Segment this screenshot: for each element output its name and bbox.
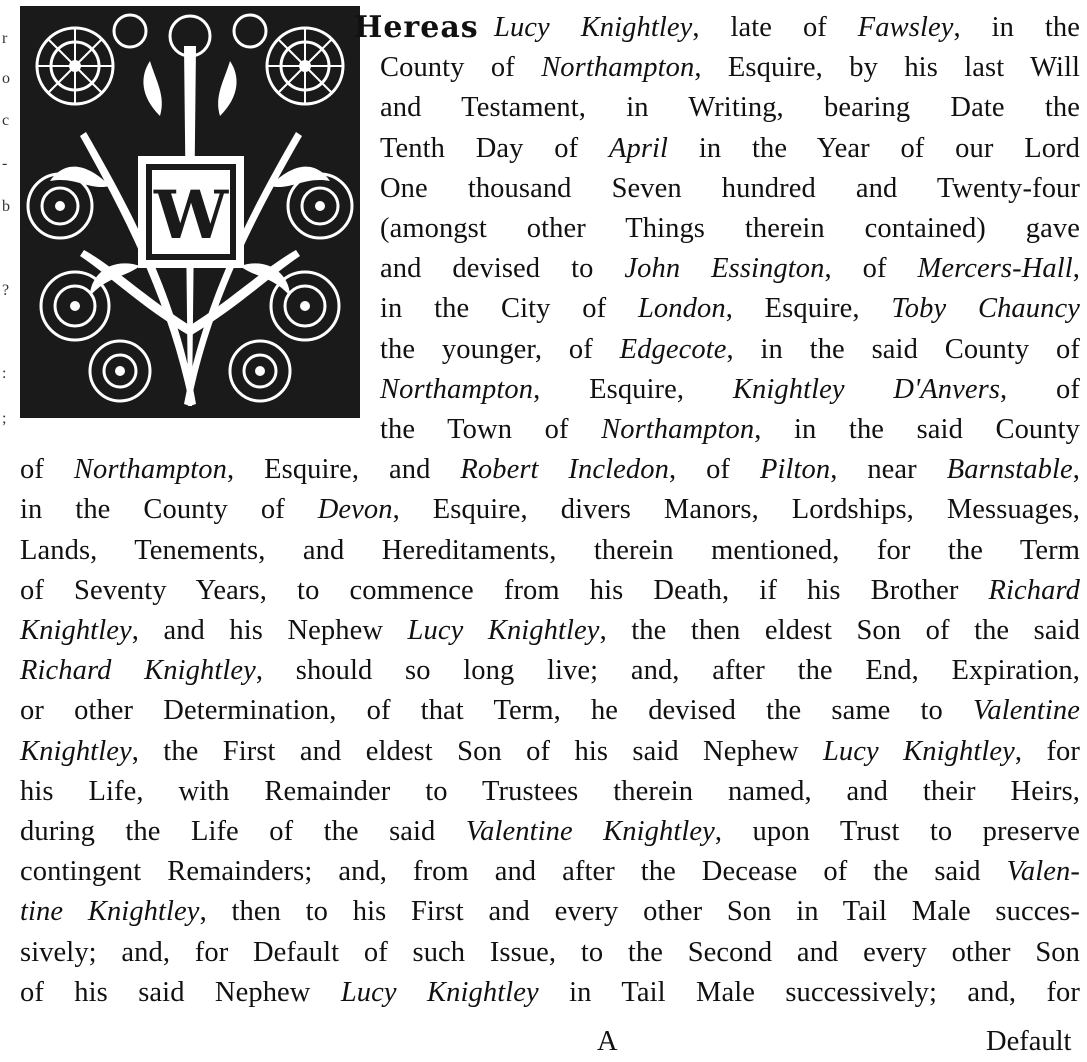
text-run: , Esquire,: [725, 293, 892, 325]
text-run: Lucy Knightley: [494, 12, 693, 43]
text-run: tine Knightley: [20, 896, 200, 928]
text-run: , upon Trust to preserve: [714, 816, 1080, 847]
signature-mark: A: [597, 1026, 618, 1057]
text-run: Mercers-Hall: [917, 253, 1073, 285]
text-run: Knightley: [20, 735, 132, 767]
text-run: ,: [1072, 253, 1080, 285]
text-run: April: [608, 132, 669, 164]
text-run: Lucy Knightley: [407, 615, 600, 646]
text-line: [380, 289, 1080, 329]
text-line: [20, 892, 1080, 932]
text-line: [380, 410, 1080, 450]
woodcut-initial-ornament: [20, 6, 360, 418]
text-line: [20, 651, 1080, 691]
text-line: [20, 812, 1080, 852]
text-run: One thousand Seven hundred and Twenty-four: [380, 172, 1080, 204]
text-line: [380, 330, 1080, 370]
text-run: (amongst other Things therein contained) gave: [380, 213, 1080, 244]
text-run: in the City of: [380, 293, 638, 325]
document-page: r o c - b ? : ; W Hereas Lucy Knightley, late of Fawsley, in the County of Northampton, Esquire, by his last Will and Testament, in Writing, bearing Date the Tenth Day of April in the Year of our Lord One thousand Seven hundred and Twenty-four (amongst other Things therein contained) gave and devised to John Essington, of Mercers-Hall, in the City of London, Esquire, Toby Chauncy the younger, of Edgecote, in the said County of Northampton, Esquire, Knightley D'Anvers, of the Town of Northampton, in the said County of Northampton, Esquire, and Robert Incledon, of Pilton, near Barnstable, in the County of Devon, Esquire, divers Manors, Lordships, Messuages, Lands, Tenements, and Hereditaments, therein mentioned, for the Term of Seventy Years, to commence from his Death, if his Brother Richard Knightley, and his Nephew Lucy Knightley, the then eldest Son of the said Richard Knightley, should so long live; and, after the End, Expiration, or other Determination, of that Term, he devised the same to Valentine Knightley, the First and eldest Son of his said Nephew Lucy Knightley, for his Life, with Remainder to Trustees therein named, and their Heirs, during the Life of the said Valentine Knightley, upon Trust to preserve contingent Remainders; and, from and after the Decease of the said Valen- tine Knightley, then to his First and every other Son in Tail Male succes- sively; and, for Default of such Issue, to the Second and every other Son of his said Nephew Lucy Knightley in Tail Male successively; and, for A Default: [0, 0, 1087, 1058]
text-line: [380, 48, 1080, 88]
text-run: Toby Chauncy: [891, 293, 1080, 325]
text-line: [20, 973, 1080, 1013]
text-run: Valentine: [973, 695, 1080, 727]
text-run: of his said Nephew: [20, 976, 341, 1008]
text-line: [380, 169, 1080, 209]
text-run: , of: [824, 253, 918, 285]
text-run: County of: [380, 52, 542, 84]
text-run: , of: [668, 454, 760, 486]
drop-word: Hereas: [354, 10, 479, 45]
text-line: [20, 852, 1080, 892]
text-line: [20, 531, 1080, 571]
text-run: and devised to: [380, 253, 625, 285]
text-run: Barnstable: [946, 454, 1073, 486]
text-run: , in the: [953, 12, 1080, 43]
text-run: or other Determination, of that Term, he devised the same to: [20, 695, 974, 727]
text-run: Valentine Knightley: [465, 816, 715, 847]
text-run: , Esquire, by his last Will: [694, 52, 1080, 84]
text-run: , should so long live; and, after the End, Expiration,: [255, 655, 1081, 687]
text-line: [20, 933, 1080, 973]
text-line: [20, 732, 1080, 772]
text-line: [20, 691, 1080, 731]
text-run: Fawsley: [857, 12, 954, 43]
text-run: Tenth Day of: [380, 132, 609, 164]
text-line: [20, 571, 1080, 611]
text-run: and Testament, in Writing, bearing Date the: [380, 92, 1080, 124]
text-run: in the Year of our Lord: [668, 132, 1080, 164]
text-line: [494, 8, 1080, 48]
text-run: contingent Remainders; and, from and after the Decease of the said: [20, 856, 1007, 888]
text-run: Richard: [988, 574, 1080, 606]
text-run: of Seventy Years, to commence from his Death, if his Brother: [20, 574, 989, 606]
text-run: , late of: [692, 12, 858, 43]
text-run: Northampton: [73, 454, 227, 486]
text-run: the younger, of: [380, 333, 620, 365]
text-run: Northampton: [541, 52, 695, 84]
catchword: Default: [986, 1026, 1072, 1057]
text-run: during the Life of the said: [20, 816, 466, 847]
text-run: , Esquire,: [533, 373, 733, 405]
text-run: Richard Knightley: [20, 655, 256, 687]
text-run: Pilton: [759, 454, 831, 486]
text-run: Northampton: [380, 373, 534, 405]
text-line: [20, 450, 1080, 490]
text-run: his Life, with Remainder to Trustees therein named, and their Heirs,: [20, 775, 1080, 807]
text-run: Robert Incledon: [460, 454, 669, 486]
text-run: in Tail Male successively; and, for: [538, 976, 1080, 1008]
text-run: Devon: [317, 494, 393, 526]
text-line: [20, 611, 1080, 651]
text-run: Valen-: [1006, 856, 1080, 888]
text-run: the Town of: [380, 414, 602, 445]
text-run: London: [637, 293, 726, 325]
text-run: , Esquire, and: [226, 454, 461, 486]
text-run: , near: [830, 454, 947, 486]
text-run: , the then eldest Son of the said: [599, 615, 1080, 646]
text-run: Lucy Knightley: [822, 735, 1015, 767]
text-run: of: [20, 454, 74, 486]
text-run: ,: [1072, 454, 1080, 486]
text-run: sively; and, for Default of such Issue, to the Second and every other Son: [20, 936, 1080, 968]
text-line: [380, 249, 1080, 289]
text-run: Knightley: [20, 615, 132, 646]
text-run: , in the said County of: [726, 333, 1080, 365]
text-run: , Esquire, divers Manors, Lordships, Messuages,: [392, 494, 1081, 526]
text-run: , of: [1000, 373, 1080, 405]
text-run: , the First and eldest Son of his said Nephew: [131, 735, 823, 767]
text-run: Northampton: [601, 414, 755, 445]
text-line: [20, 772, 1080, 812]
text-run: Lands, Tenements, and Hereditaments, therein mentioned, for the Term: [20, 534, 1080, 566]
text-line: [20, 490, 1080, 530]
initial-letter: W: [153, 176, 229, 254]
text-run: , in the said County: [754, 414, 1080, 445]
text-run: Knightley D'Anvers: [732, 373, 1001, 405]
text-line: [380, 129, 1080, 169]
text-run: John Essington: [624, 253, 825, 285]
text-line: [380, 88, 1080, 128]
text-run: in the County of: [20, 494, 318, 526]
text-line: [380, 209, 1080, 249]
text-run: , and his Nephew: [131, 615, 408, 646]
text-run: Edgecote: [619, 333, 727, 365]
text-run: , for: [1014, 735, 1080, 767]
text-run: Lucy Knightley: [340, 976, 539, 1008]
text-line: [380, 370, 1080, 410]
text-run: , then to his First and every other Son in Tail Male succes-: [199, 896, 1080, 928]
